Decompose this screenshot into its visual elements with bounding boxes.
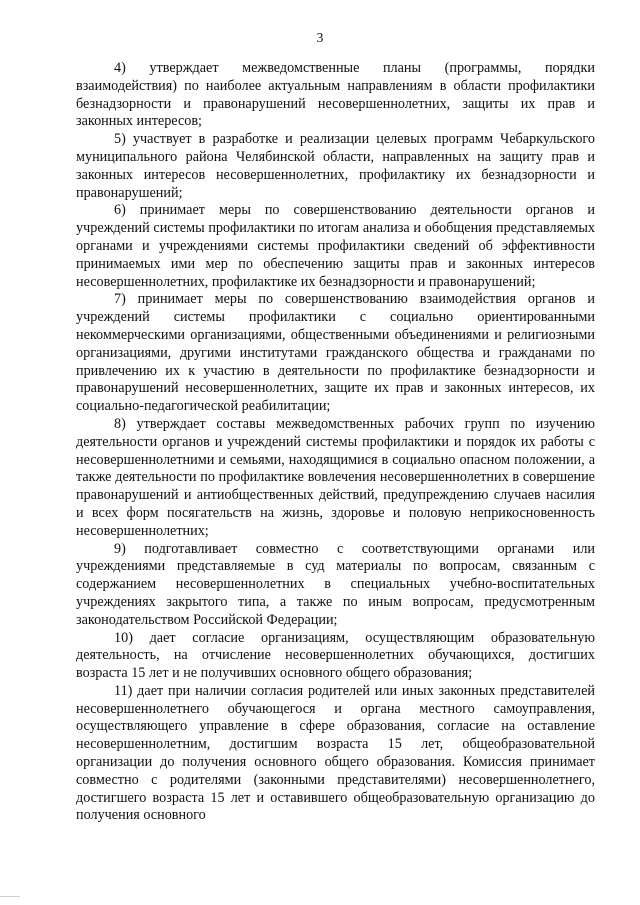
page-number: 3	[316, 30, 324, 45]
paragraph-item-9: 9) подготавливает совместно с соответствующими органами или учреждениями представляемые в суд материалы по вопросам, связанным с содержанием несовершеннолетних в специальных учебно-воспитательных учреждениях закрытого типа, а также по иным вопросам, предусмотренным законодательством Российской Федерации;	[76, 540, 595, 628]
paragraph-item-7: 7) принимает меры по совершенствованию взаимодействия органов и учреждений системы профилактики с социально ориентированными некоммерческими организациями, общественными объединениями и религиозными организациями, другими институтами гражданского общества и гражданами по привлечению их к участию в деятельности по профилактике безнадзорности и правонарушений несовершеннолетних, защите их прав и законных интересов, их социально-педагогической реабилитации;	[76, 291, 595, 415]
paragraph-item-5: 5) участвует в разработке и реализации целевых программ Чебаркульского муниципального района Челябинской области, направленных на защиту прав и законных интересов несовершеннолетних, профилактику их безнадзорности и правонарушений;	[76, 131, 595, 201]
paragraph-item-10: 10) дает согласие организациям, осуществляющим образовательную деятельность, на отчисление несовершеннолетних обучающихся, достигших возраста 15 лет и не получивших основного общего образования;	[76, 629, 595, 682]
paragraph-item-4: 4) утверждает межведомственные планы (программы, порядки взаимодействия) по наиболее актуальным направлениям в области профилактики безнадзорности и правонарушений несовершеннолетних, защиты их прав и законных интересов;	[76, 60, 595, 130]
document-body	[76, 60, 595, 825]
paragraph-item-6: 6) принимает меры по совершенствованию деятельности органов и учреждений системы профилактики по итогам анализа и обобщения представляемых органами и учреждениями системы профилактики сведений об эффективности принимаемых ими мер по обеспечению защиты прав и законных интересов несовершеннолетних, профилактике их безнадзорности и правонарушений;	[76, 202, 595, 290]
scan-edge-mark	[0, 896, 20, 897]
paragraph-item-8: 8) утверждает составы межведомственных рабочих групп по изучению деятельности органов и учреждений системы профилактики и порядок их работы с несовершеннолетними и семьями, находящимися в социально опасном положении, а также деятельности по профилактике вовлечения несовершеннолетних в совершение правонарушений и антиобщественных действий, предупреждению случаев насилия и всех форм посягательств на жизнь, здоровье и половую неприкосновенность несовершеннолетних;	[76, 415, 595, 539]
paragraph-item-11: 11) дает при наличии согласия родителей или иных законных представителей несовершеннолетнего обучающегося и органа местного самоуправления, осуществляющего управление в сфере образования, согласие на оставление несовершеннолетним, достигшим возраста 15 лет, общеобразовательной организации до получения основного общего образования. Комиссия принимает совместно с родителями (законными представителями) несовершеннолетнего, достигшего возраста 15 лет и оставившего общеобразовательную организацию до получения основного	[76, 682, 595, 824]
